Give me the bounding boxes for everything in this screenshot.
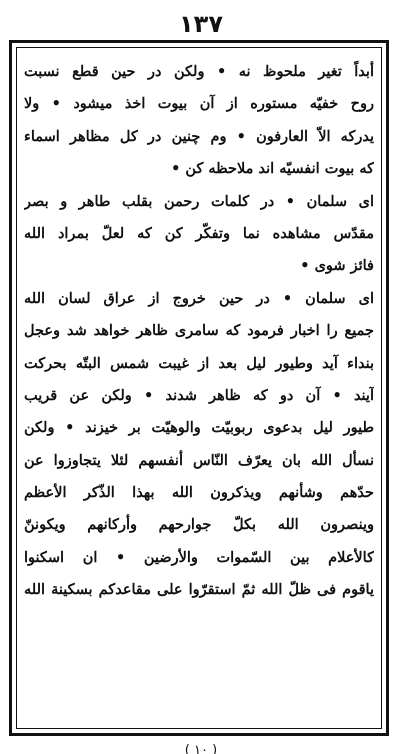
text-line: مقدّس مشاهده نما وتفكّر كن كه لعلّ بمراد الله bbox=[24, 224, 374, 242]
text-frame-inner bbox=[16, 47, 382, 729]
text-frame-outer bbox=[9, 40, 389, 736]
footer-signature-mark: ( ١٠ ) bbox=[184, 744, 218, 754]
page-number: ١٣٧ bbox=[179, 10, 223, 38]
text-line: اى سلمان • در كلمات رحمن بقلب طاهر و بصر bbox=[24, 192, 374, 210]
text-line: روح خفيّه مستوره از آن بيوت اخذ ميشود • ولا bbox=[24, 95, 374, 113]
text-line: وينصرون الله بكلّ جوارحهم وأركانهم ويكوننّ bbox=[24, 516, 374, 534]
text-line: نسأل الله بان يعرّف النّاس أنفسهم لئلا يتجاوزوا عن bbox=[24, 451, 374, 469]
text-line: كالأعلام بين السّموات والأرضين • ان اسكنوا bbox=[24, 548, 374, 566]
text-line: ياقوم فى ظلّ الله ثمّ استقرّوا على مقاعدكم بسكينة الله bbox=[24, 581, 374, 599]
text-line: فائز شوى • bbox=[300, 257, 374, 275]
text-line: اى سلمان • در حين خروج از عراق لسان الله bbox=[24, 289, 374, 307]
text-line: حدّهم وشأنهم ويذكرون الله بهذا الذّكر الأعظم bbox=[24, 484, 374, 502]
text-line: بنداء آيد وطيور ليل بعد از غيبت شمس البتّه بحركت bbox=[24, 354, 374, 372]
text-line: أبداً تغير ملحوظ نه • ولكن در حين قطع نسبت bbox=[24, 63, 374, 80]
text-line: آيند • آن دو كه ظاهر شدند • ولكن عن قريب bbox=[24, 386, 374, 404]
text-line: جميع را اخبار فرمود كه سامرى ظاهر خواهد شد وعجل bbox=[24, 322, 374, 340]
text-line: طيور ليل بدعوى ربوبيّت والوهيّت بر خيزند • ولكن bbox=[24, 419, 374, 437]
text-line: كه بيوت انفسيّه اند ملاحظه كن • bbox=[171, 160, 374, 178]
text-line: يدركه الاّ العارفون • وم چنين در كل مظاهر اسماء bbox=[24, 127, 374, 145]
